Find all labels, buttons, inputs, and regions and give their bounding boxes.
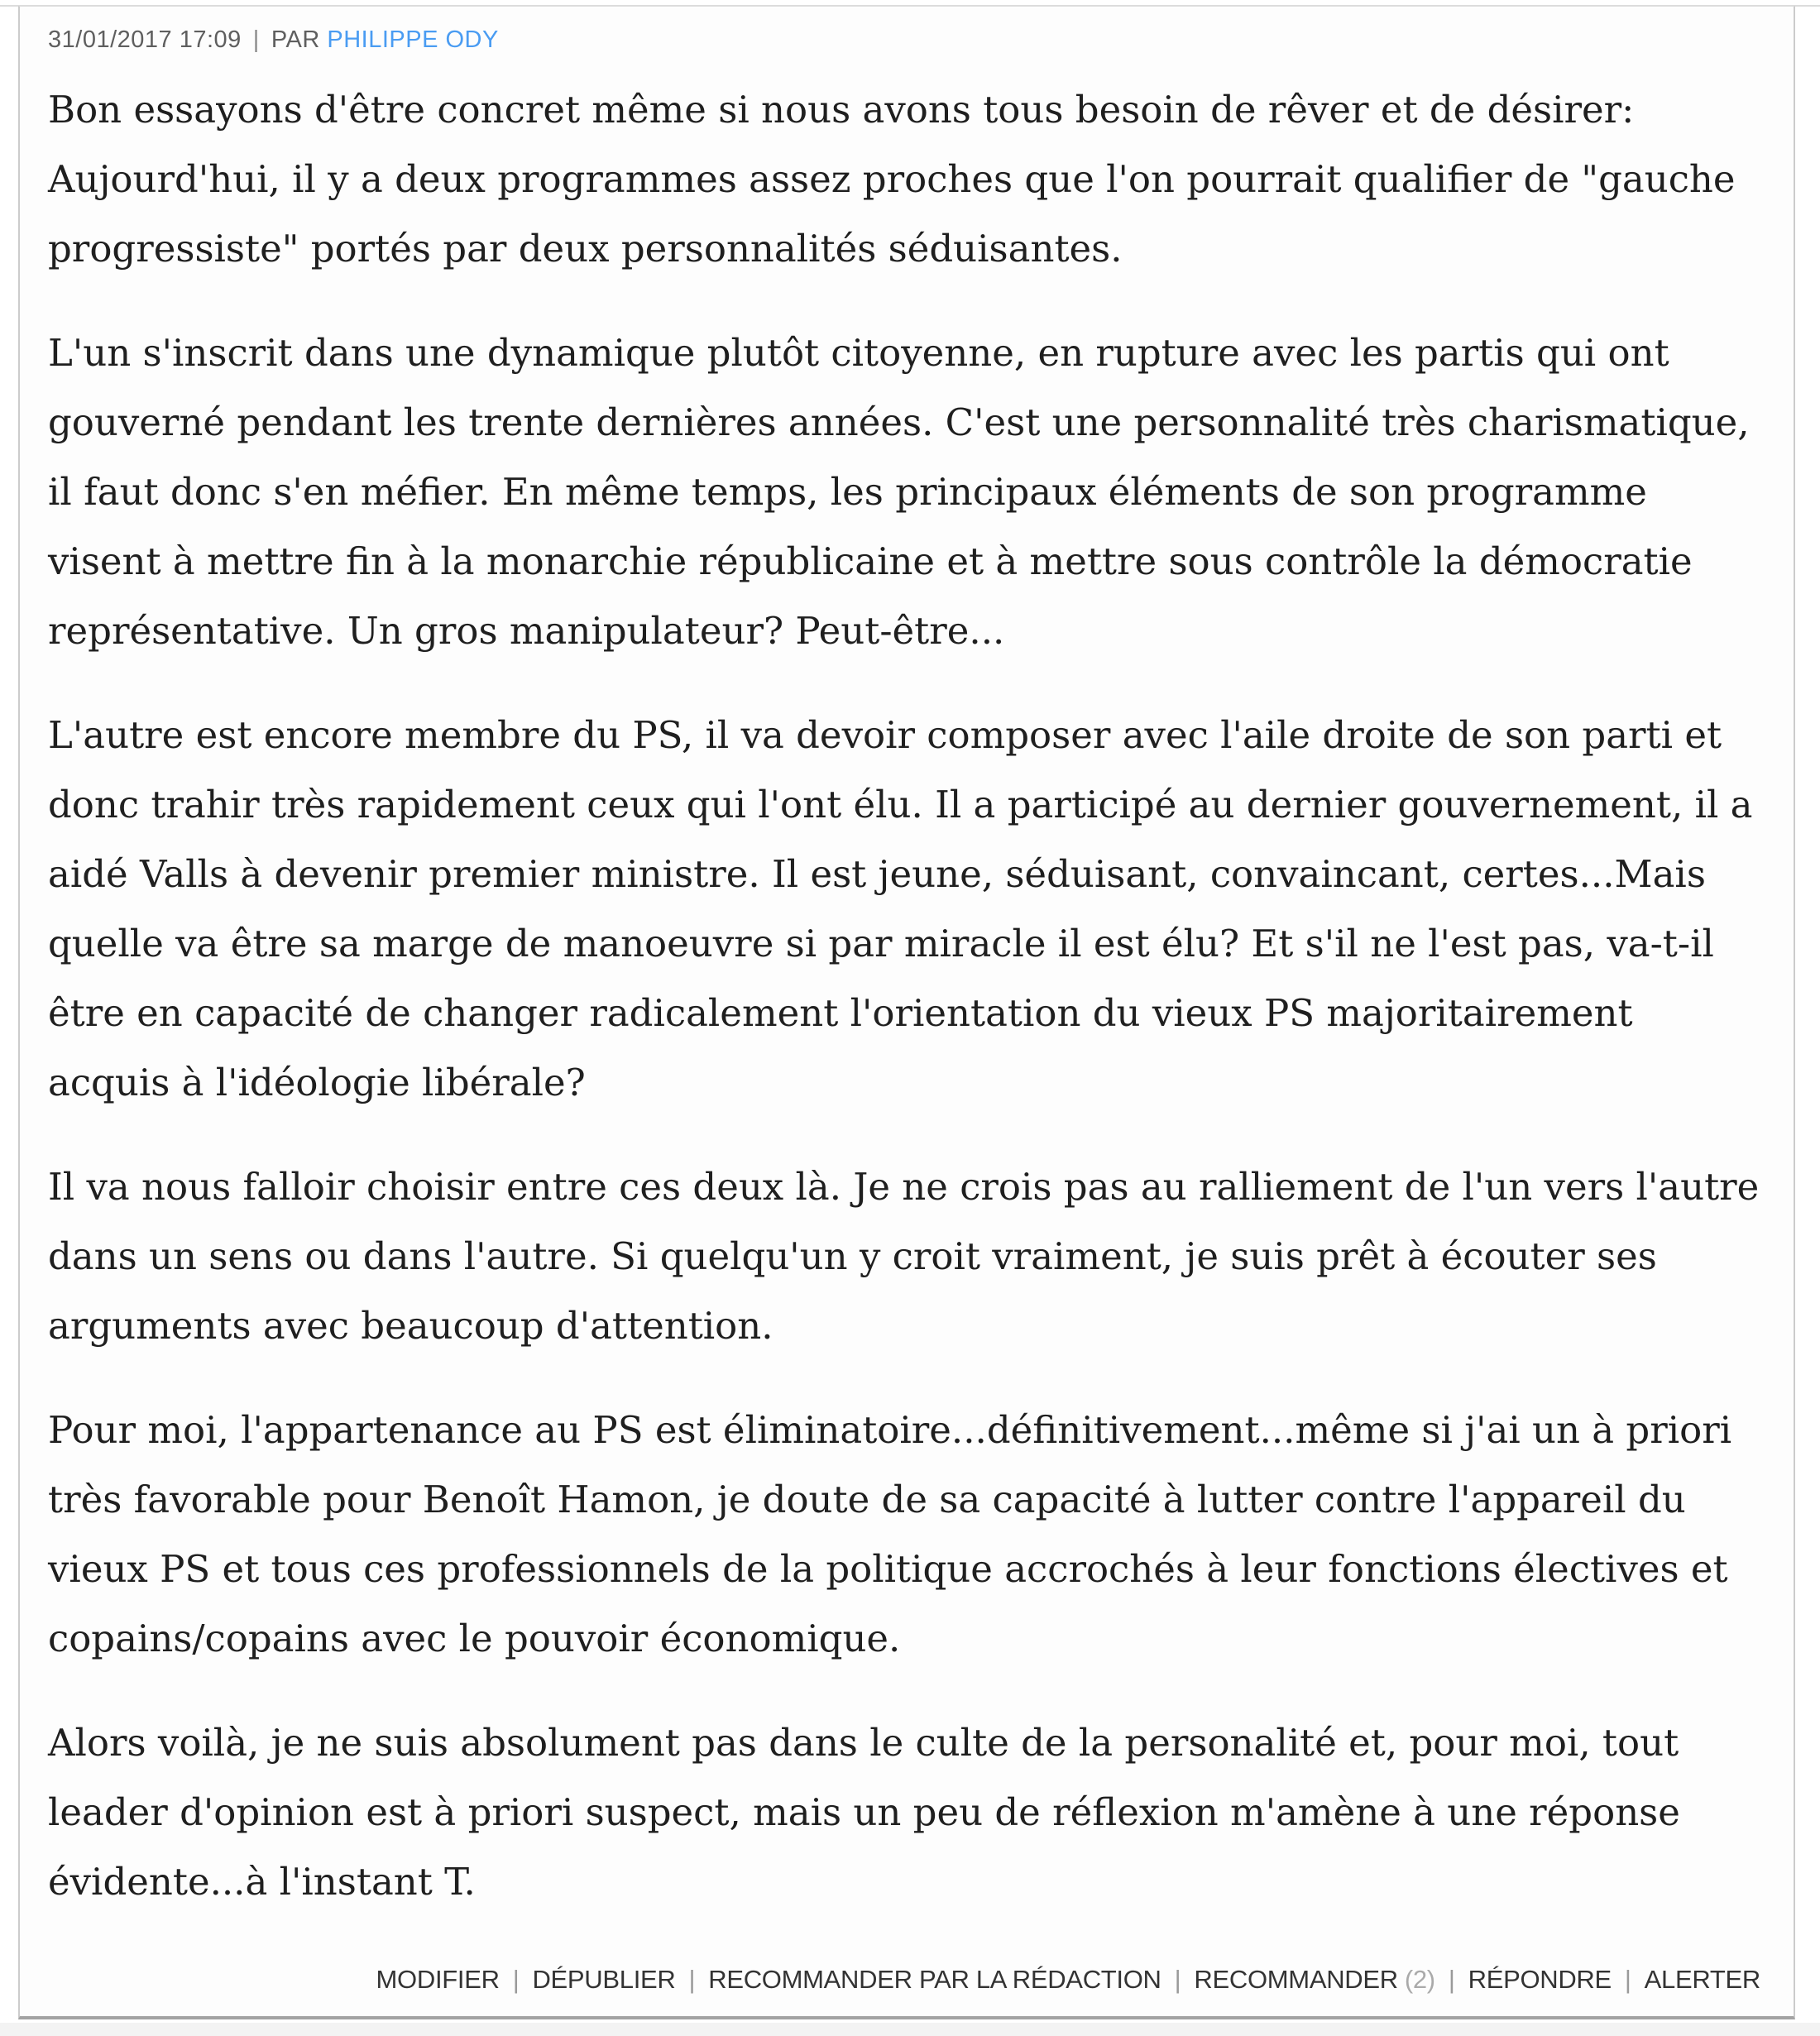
- comment-timestamp: 31/01/2017 17:09: [48, 26, 242, 53]
- page-background-strip: [0, 2023, 1820, 2036]
- byline-prefix: PAR: [271, 26, 320, 53]
- header-separator: |: [252, 26, 260, 53]
- comment-header: [48, 26, 1765, 54]
- action-bar: [48, 1965, 1765, 2001]
- action-repondre[interactable]: RÉPONDRE: [1468, 1965, 1612, 1994]
- comment-paragraph: Pour moi, l'appartenance au PS est éliminatoire...définitivement...même si j'ai un à priori très favorable pour Benoît Hamon, je doute de sa capacité à lutter contre l'appareil du vieux PS et tous ces professionnels de la politique accrochés à leur fonctions électives et copains/copains avec le pouvoir économique.: [48, 1408, 1732, 1660]
- comment-body: [48, 75, 1765, 1917]
- action-recommander-redaction[interactable]: RECOMMANDER PAR LA RÉDACTION: [708, 1965, 1161, 1994]
- action-depublier[interactable]: DÉPUBLIER: [532, 1965, 676, 1994]
- comment-paragraph: Bon essayons d'être concret même si nous avons tous besoin de rêver et de désirer: Aujourd'hui, il y a deux programmes assez proches que l'on pourrait qualifier de "gauche progressiste" portés par deux personnalités séduisantes.: [48, 88, 1736, 271]
- action-separator: |: [1624, 1965, 1631, 1994]
- action-modifier[interactable]: MODIFIER: [376, 1965, 500, 1994]
- comment-paragraph: L'autre est encore membre du PS, il va devoir composer avec l'aile droite de son parti et donc trahir très rapidement ceux qui l'ont élu. Il a participé au dernier gouvernement, il a aidé Valls à devenir premier ministre. Il est jeune, séduisant, convaincant, certes...Mais quelle va être sa marge de manoeuvre si par miracle il est élu? Et s'il ne l'est pas, va-t-il être en capacité de changer radicalement l'orientation du vieux PS majoritairement acquis à l'idéologie libérale?: [48, 713, 1753, 1104]
- comment-paragraph: Il va nous falloir choisir entre ces deux là. Je ne crois pas au ralliement de l'un vers l'autre dans un sens ou dans l'autre. Si quelqu'un y croit vraiment, je suis prêt à écouter ses arguments avec beaucoup d'attention.: [48, 1165, 1760, 1348]
- recommend-count: (2): [1404, 1965, 1435, 1994]
- action-separator: |: [688, 1965, 696, 1994]
- action-separator: |: [512, 1965, 520, 1994]
- action-separator: |: [1448, 1965, 1455, 1994]
- author-link[interactable]: PHILIPPE ODY: [327, 26, 499, 53]
- comment-paragraph: L'un s'inscrit dans une dynamique plutôt citoyenne, en rupture avec les partis qui ont gouverné pendant les trente dernières années. C'est une personnalité très charismatique, il faut donc s'en méfier. En même temps, les principaux éléments de son programme visent à mettre fin à la monarchie républicaine et à mettre sous contrôle la démocratie représentative. Un gros manipulateur? Peut-être...: [48, 331, 1750, 653]
- action-separator: |: [1174, 1965, 1181, 1994]
- action-recommander[interactable]: RECOMMANDER: [1194, 1965, 1398, 1994]
- comment-box: [18, 6, 1795, 2019]
- action-alerter[interactable]: ALERTER: [1644, 1965, 1760, 1994]
- comment-paragraph: Alors voilà, je ne suis absolument pas dans le culte de la personalité et, pour moi, tout leader d'opinion est à priori suspect, mais un peu de réflexion m'amène à une réponse évidente...à l'instant T.: [48, 1721, 1680, 1904]
